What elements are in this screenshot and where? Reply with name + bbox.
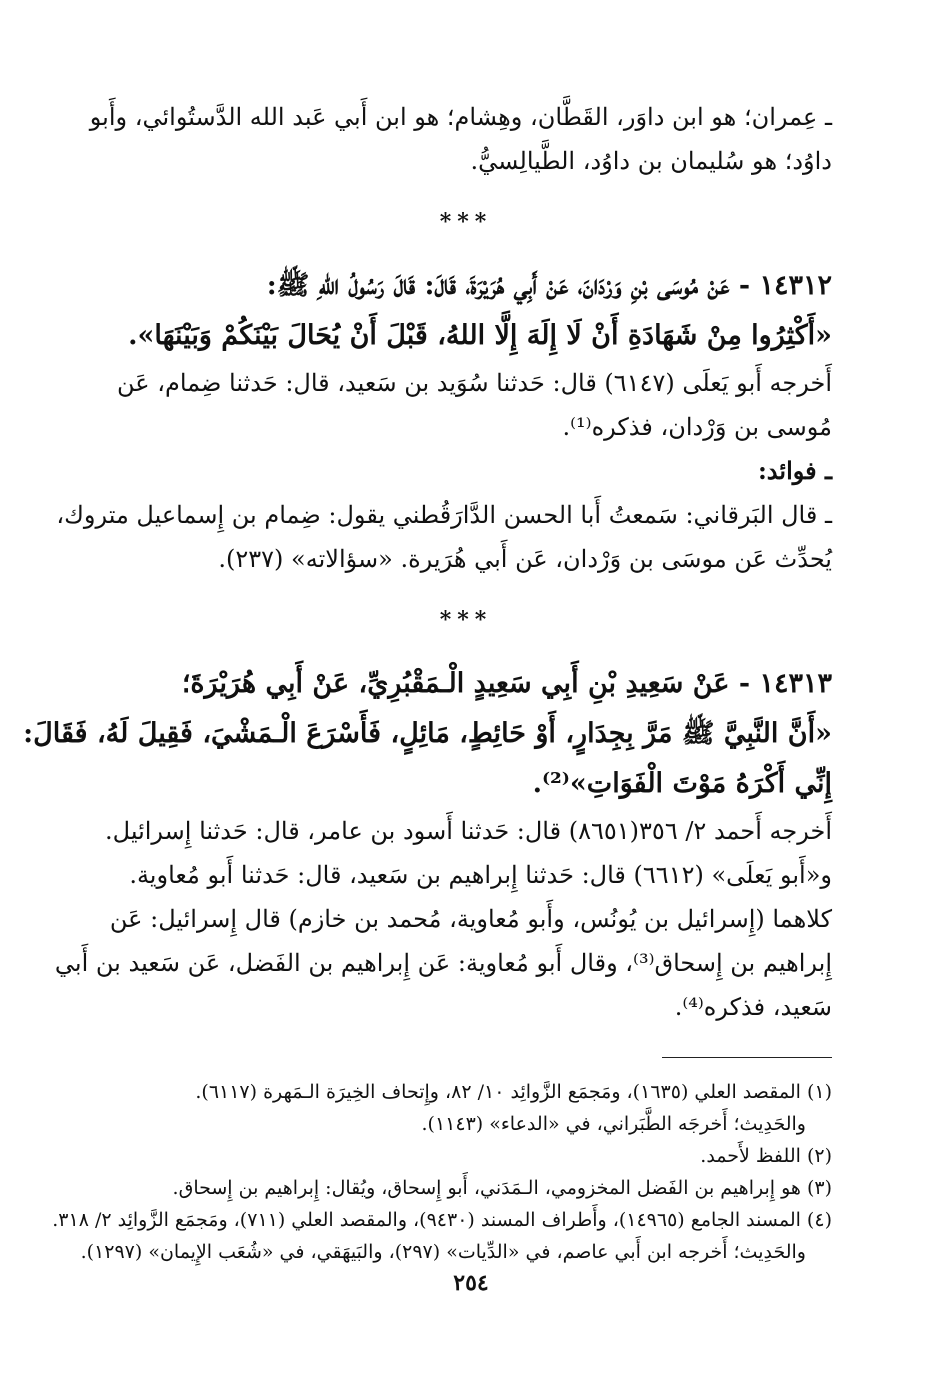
footnote-1-continuation: والحَدِيث؛ أَخرجَه الطَّبَراني، في «الدعاء» (١١٤٣). [421,1113,806,1135]
footnote-divider [662,1057,832,1058]
footnote-4: (٤) المسند الجامع (١٤٩٦٥)، وأَطراف المسند (٩٤٣٠)، والمقصد العلي (٧١١)، ومَجمَع الزَّوائِد ٢/ ٣١٨. [52,1209,832,1231]
section-separator-stars: *** [439,209,493,235]
footnote-2: (٢) اللفظ لأَحمد. [700,1145,832,1167]
takhrij-14313-line-1: أَخرجه أَحمد ٢/ ٣٥٦(٨٦٥١) قال: حَدثنا أَسود بن عامر، قال: حَدثنا إِسرائيل. [105,817,832,845]
hadith-14312-line-2: «أَكْثِرُوا مِنْ شَهَادَةِ أَنْ لَا إِلَهَ إِلَّا اللهُ، قَبْلَ أَنْ يُحَالَ بَيْنَكُمْ وَبَيْنَهَا». [128,320,832,351]
footnote-3: (٣) هو إِبراهيم بن الفَضل المخزومي، الـمَدَني، أَبو إِسحاق، ويُقال: إِبراهيم بن إِسحاق. [172,1177,832,1199]
footnote-4-continuation: والحَدِيث؛ أَخرجه ابن أَبي عاصم، في «الدِّيات» (٢٩٧)، والبَيهَقي، في «شُعَب الإِيمان» (١٢٩٧). [80,1241,806,1263]
fawaid-heading: ـ فوائد: [757,456,832,485]
intro-line-1: ـ عِمران؛ هو ابن داوَر، القَطَّان، وهِشام؛ هو ابن أَبي عَبد الله الدَّستُوائي، وأَبو [89,103,832,131]
takhrij-14313-line-2: و«أَبو يَعلَى» (٦٦١٢) قال: حَدثنا إِبراهيم بن سَعيد، قال: حَدثنا أَبو مُعاوية. [129,861,832,889]
fawaid-line-1: ـ قال البَرقاني: سَمعتُ أَبا الحسن الدَّارَقُطني يقول: ضِمام بن إِسماعيل متروك، [56,501,832,529]
section-separator-stars-2: *** [439,607,493,633]
hadith-14312-line-1: ١٤٣١٢ - عَنْ مُوسَى بْنِ وَرْدَانَ، عَنْ أَبِي هُرَيْرَةَ، قَالَ: قَالَ رَسُولُ اللهِ ﷺ: [266,270,832,301]
takhrij-14313-line-3: كلاهما (إِسرائيل بن يُونُس، وأَبو مُعاوية، مُحمد بن خازم) قال إِسرائيل: عَن [109,905,832,933]
fawaid-line-2: يُحدِّث عَن موسَى بن وَرْدان، عَن أَبي هُرَيرة. «سؤالاته» (٢٣٧). [218,545,832,573]
page-number: ٢٥٤ [453,1270,489,1296]
takhrij-14313-line-5: سَعيد، فذكره⁽⁴⁾. [674,993,832,1021]
takhrij-14312-line-2: مُوسى بن وَرْدان، فذكره⁽¹⁾. [562,413,832,441]
intro-line-2: داوُد؛ هو سُليمان بن داوُد، الطَّيالِسيُّ. [470,147,832,175]
page-body [23,95,832,1381]
takhrij-14312-line-1: أَخرجه أَبو يَعلَى (٦١٤٧) قال: حَدثنا سُوَيد بن سَعيد، قال: حَدثنا ضِمام، عَن [117,369,832,397]
hadith-14313-line-2: «أَنَّ النَّبِيَّ ﷺ مَرَّ بِجِدَارٍ، أَوْ حَائِطٍ، مَائِلٍ، فَأَسْرَعَ الْـمَشْيَ، فَقِيلَ لَهُ، فَقَالَ: [23,718,832,749]
hadith-14313-line-1: ١٤٣١٣ - عَنْ سَعِيدِ بْنِ أَبِي سَعِيدٍ الْـمَقْبُرِيِّ، عَنْ أَبِي هُرَيْرَةَ؛ [181,668,832,699]
hadith-14313-line-3: إِنِّي أَكْرَهُ مَوْتَ الْفَوَاتِ»⁽²⁾. [532,768,832,799]
footnote-1: (١) المقصد العلي (١٦٣٥)، ومَجمَع الزَّوائِد ١٠/ ٨٢، وإِتحاف الخِيرَة الـمَهرة (٦١١٧). [195,1081,832,1103]
takhrij-14313-line-4: إِبراهيم بن إِسحاق⁽³⁾، وقال أَبو مُعاوية: عَن إِبراهيم بن الفَضل، عَن سَعيد بن أَبي [54,949,832,977]
